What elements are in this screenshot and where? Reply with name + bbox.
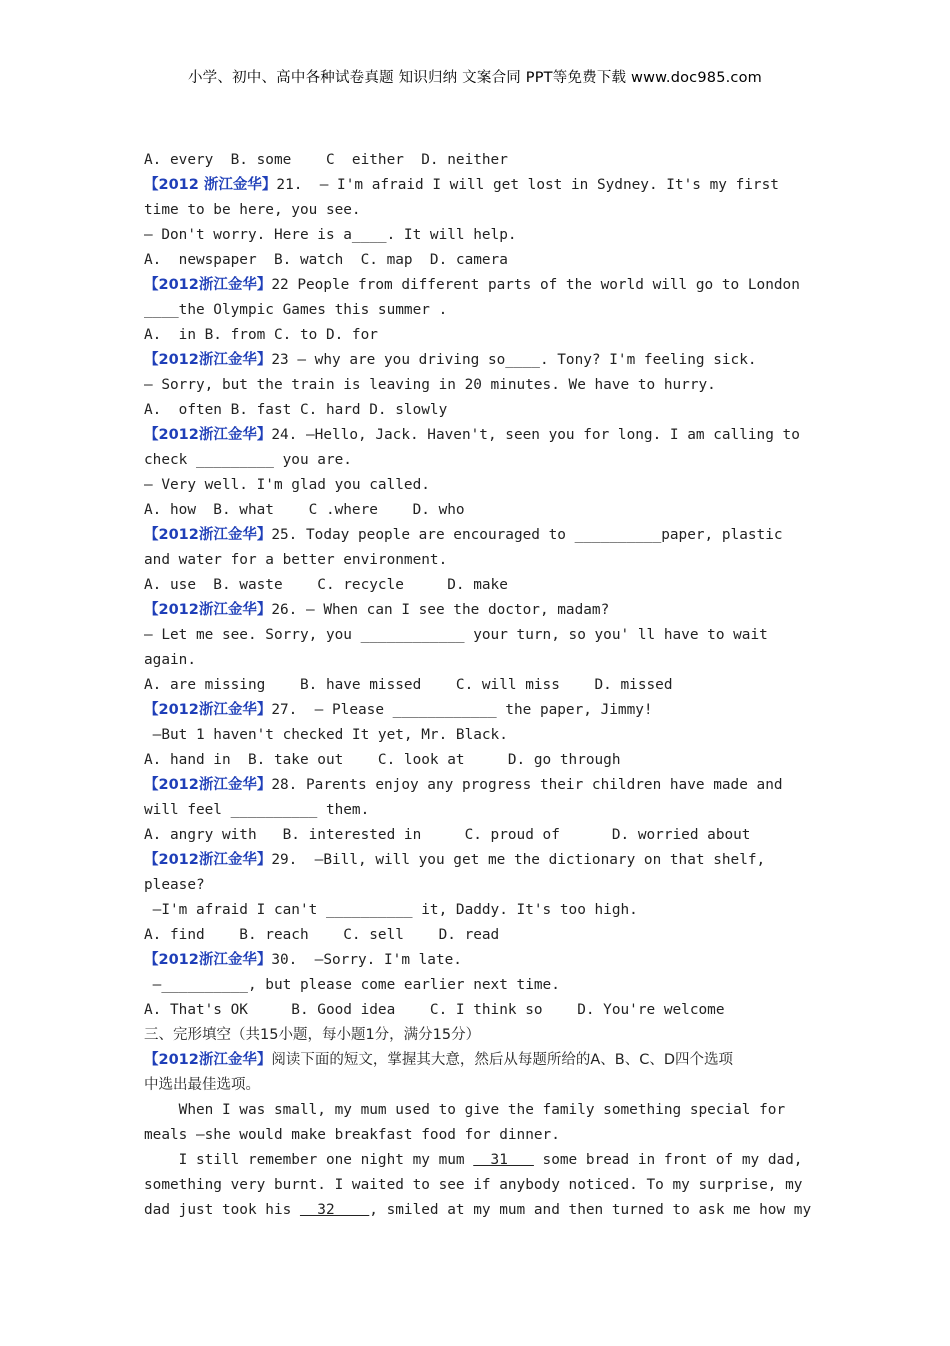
text-line: [144, 548, 824, 573]
text-line: [144, 773, 824, 798]
question-source-tag: 【2012浙江金华】: [144, 277, 272, 293]
line-text: I still remember one night my mum: [144, 1152, 474, 1168]
line-text: A. every B. some C either D. neither: [144, 152, 508, 168]
question-source-tag: 【2012浙江金华】: [144, 427, 272, 443]
question-source-tag: 【2012浙江金华】: [144, 352, 272, 368]
line-text: — Sorry, but the train is leaving in 20 minutes. We have to hurry.: [144, 377, 716, 393]
question-source-tag: 【2012浙江金华】: [144, 952, 272, 968]
line-text: A. in B. from C. to D. for: [144, 327, 378, 343]
line-text: When I was small, my mum used to give the family something special for: [144, 1102, 786, 1118]
question-source-tag: 【2012浙江金华】: [144, 852, 272, 868]
text-line: [144, 948, 824, 973]
line-text: — Let me see. Sorry, you ____________ your turn, so you' ll have to wait: [144, 627, 768, 643]
text-line: [144, 973, 824, 998]
text-line: [144, 198, 824, 223]
line-text: dad just took his: [144, 1202, 300, 1218]
text-line: [144, 623, 824, 648]
line-text: please?: [144, 877, 205, 893]
text-line: [144, 848, 824, 873]
line-text: A. hand in B. take out C. look at D. go through: [144, 752, 621, 768]
line-text: 中选出最佳选项。: [144, 1077, 260, 1093]
line-text: again.: [144, 652, 196, 668]
question-source-tag: 【2012浙江金华】: [144, 702, 272, 718]
line-text: will feel __________ them.: [144, 802, 370, 818]
text-line: [144, 698, 824, 723]
line-text: –But 1 haven't checked It yet, Mr. Black.: [144, 727, 508, 743]
line-text: 28. Parents enjoy any progress their children have made and: [271, 777, 783, 793]
text-line: [144, 898, 824, 923]
text-line: [144, 273, 824, 298]
answer-blank: 32: [299, 1202, 370, 1218]
exam-text-body: [144, 148, 824, 1223]
line-text: meals —she would make breakfast food for dinner.: [144, 1127, 560, 1143]
text-line: [144, 748, 824, 773]
line-text: A. how B. what C .where D. who: [144, 502, 465, 518]
text-line: [144, 248, 824, 273]
line-text: A. often B. fast C. hard D. slowly: [144, 402, 448, 418]
line-text: A. angry with B. interested in C. proud of D. worried about: [144, 827, 751, 843]
line-text: A. are missing B. have missed C. will miss D. missed: [144, 677, 673, 693]
question-source-tag: 【2012浙江金华】: [144, 602, 272, 618]
text-line: [144, 1073, 824, 1098]
line-text: some bread in front of my dad,: [533, 1152, 803, 1168]
text-line: [144, 1098, 824, 1123]
question-source-tag: 【2012浙江金华】: [144, 777, 272, 793]
question-source-tag: 【2012浙江金华】: [144, 527, 272, 543]
text-line: [144, 798, 824, 823]
line-text: , smiled at my mum and then turned to ask me how my: [369, 1202, 812, 1218]
text-line: [144, 1048, 824, 1073]
text-line: [144, 1123, 824, 1148]
line-text: 30. –Sorry. I'm late.: [271, 952, 462, 968]
text-line: [144, 723, 824, 748]
text-line: [144, 298, 824, 323]
line-text: A. That's OK B. Good idea C. I think so D. You're welcome: [144, 1002, 725, 1018]
answer-blank: 31: [473, 1152, 534, 1168]
line-text: 23 — why are you driving so____. Tony? I'm feeling sick.: [271, 352, 757, 368]
line-text: –I'm afraid I can't __________ it, Daddy. It's too high.: [144, 902, 638, 918]
question-source-tag: 【2012 浙江金华】: [144, 177, 277, 193]
text-line: [144, 423, 824, 448]
text-line: [144, 673, 824, 698]
text-line: [144, 1173, 824, 1198]
page-header-banner: 小学、初中、高中各种试卷真题 知识归纳 文案合同 PPT等免费下载 www.doc985.com: [187, 70, 763, 86]
line-text: — Very well. I'm glad you called.: [144, 477, 430, 493]
text-line: [144, 498, 824, 523]
text-line: [144, 648, 824, 673]
text-line: [144, 148, 824, 173]
line-text: 阅读下面的短文，掌握其大意，然后从每题所给的A、B、C、D四个选项: [271, 1052, 734, 1068]
text-line: [144, 998, 824, 1023]
line-text: something very burnt. I waited to see if anybody noticed. To my surprise, my: [144, 1177, 803, 1193]
line-text: A. use B. waste C. recycle D. make: [144, 577, 508, 593]
line-text: 25. Today people are encouraged to __________paper, plastic: [271, 527, 783, 543]
line-text: –__________, but please come earlier next time.: [144, 977, 560, 993]
text-line: [144, 398, 824, 423]
text-line: [144, 523, 824, 548]
line-text: time to be here, you see.: [144, 202, 361, 218]
text-line: [144, 223, 824, 248]
text-line: [144, 823, 824, 848]
line-text: 22 People from different parts of the world will go to London: [271, 277, 800, 293]
text-line: [144, 1198, 824, 1223]
line-text: 21. — I'm afraid I will get lost in Sydney. It's my first: [276, 177, 779, 193]
text-line: [144, 473, 824, 498]
text-line: [144, 1148, 824, 1173]
text-line: [144, 348, 824, 373]
line-text: 26. — When can I see the doctor, madam?: [271, 602, 610, 618]
line-text: check _________ you are.: [144, 452, 352, 468]
text-line: [144, 448, 824, 473]
line-text: ____the Olympic Games this summer .: [144, 302, 448, 318]
text-line: [144, 323, 824, 348]
text-line: [144, 598, 824, 623]
line-text: 27. – Please ____________ the paper, Jimmy!: [271, 702, 653, 718]
line-text: A. find B. reach C. sell D. read: [144, 927, 500, 943]
text-line: [144, 873, 824, 898]
line-text: 24. —Hello, Jack. Haven't, seen you for long. I am calling to: [271, 427, 800, 443]
line-text: 三、完形填空（共15小题，每小题1分，满分15分）: [144, 1027, 481, 1043]
text-line: [144, 373, 824, 398]
text-line: [144, 1023, 824, 1048]
line-text: A. newspaper B. watch C. map D. camera: [144, 252, 508, 268]
line-text: — Don't worry. Here is a____. It will help.: [144, 227, 517, 243]
line-text: and water for a better environment.: [144, 552, 448, 568]
text-line: [144, 173, 824, 198]
text-line: [144, 923, 824, 948]
line-text: 29. –Bill, will you get me the dictionary on that shelf,: [271, 852, 766, 868]
question-source-tag: 【2012浙江金华】: [144, 1052, 272, 1068]
text-line: [144, 573, 824, 598]
